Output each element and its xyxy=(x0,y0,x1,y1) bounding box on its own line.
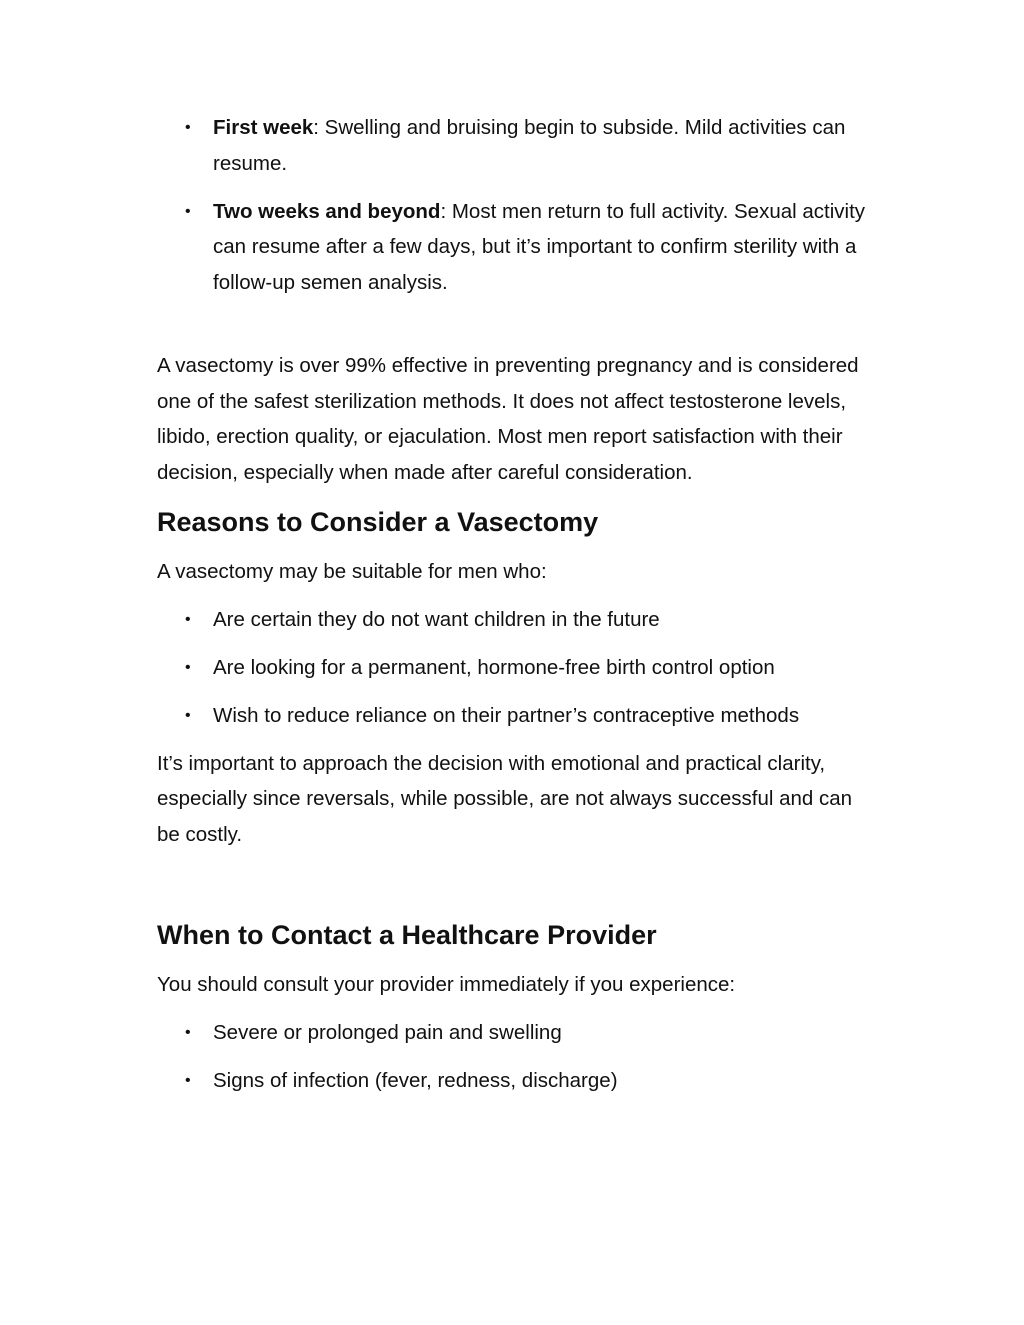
bullet-icon: • xyxy=(185,1071,191,1089)
list-item xyxy=(157,602,877,638)
bullet-icon: • xyxy=(185,706,191,724)
bullet-icon: • xyxy=(185,202,191,220)
list-item xyxy=(157,698,877,734)
list-item xyxy=(157,110,877,181)
contact-list xyxy=(157,1015,877,1099)
list-item-text: Are certain they do not want children in the future xyxy=(213,607,660,631)
document-page xyxy=(157,110,877,1111)
list-item-text: : Most men return to full activity. Sexual activity can resume after a few days, but it’s important to confirm sterility with a follow-up semen analysis. xyxy=(213,199,866,294)
list-item-text: Wish to reduce reliance on their partner’s contraceptive methods xyxy=(213,703,800,727)
reasons-intro: A vasectomy may be suitable for men who: xyxy=(157,560,547,583)
list-item-text: Severe or prolonged pain and swelling xyxy=(213,1020,562,1044)
list-item xyxy=(157,1063,877,1099)
list-item-text: Are looking for a permanent, hormone-free birth control option xyxy=(213,655,775,679)
list-item xyxy=(157,650,877,686)
list-item-text: : Swelling and bruising begin to subside. Mild activities can resume. xyxy=(213,116,846,175)
reasons-closing-paragraph: It’s important to approach the decision with emotional and practical clarity, especially since reversals, while possible, are not always successful and can be costly. xyxy=(157,751,853,846)
recovery-timeline-list xyxy=(157,110,877,300)
list-item-term: First week xyxy=(213,116,314,139)
list-item xyxy=(157,194,877,301)
bullet-icon: • xyxy=(185,119,191,136)
bullet-icon: • xyxy=(185,1023,191,1041)
contact-intro: You should consult your provider immediately if you experience: xyxy=(157,973,736,996)
list-item-term: Two weeks and beyond xyxy=(213,199,441,223)
effectiveness-paragraph: A vasectomy is over 99% effective in preventing pregnancy and is considered one of the safest sterilization methods. It does not affect testosterone levels, libido, erection quality, or ejaculation. Most men report satisfaction with their decision, especially when made after careful consideration. xyxy=(157,354,859,484)
bullet-icon: • xyxy=(185,658,191,676)
list-item xyxy=(157,1015,877,1051)
bullet-icon: • xyxy=(185,610,191,628)
section-heading-reasons: Reasons to Consider a Vasectomy xyxy=(157,507,599,537)
reasons-list xyxy=(157,602,877,734)
section-heading-contact: When to Contact a Healthcare Provider xyxy=(157,920,657,950)
list-item-text: Signs of infection (fever, redness, discharge) xyxy=(213,1068,618,1092)
